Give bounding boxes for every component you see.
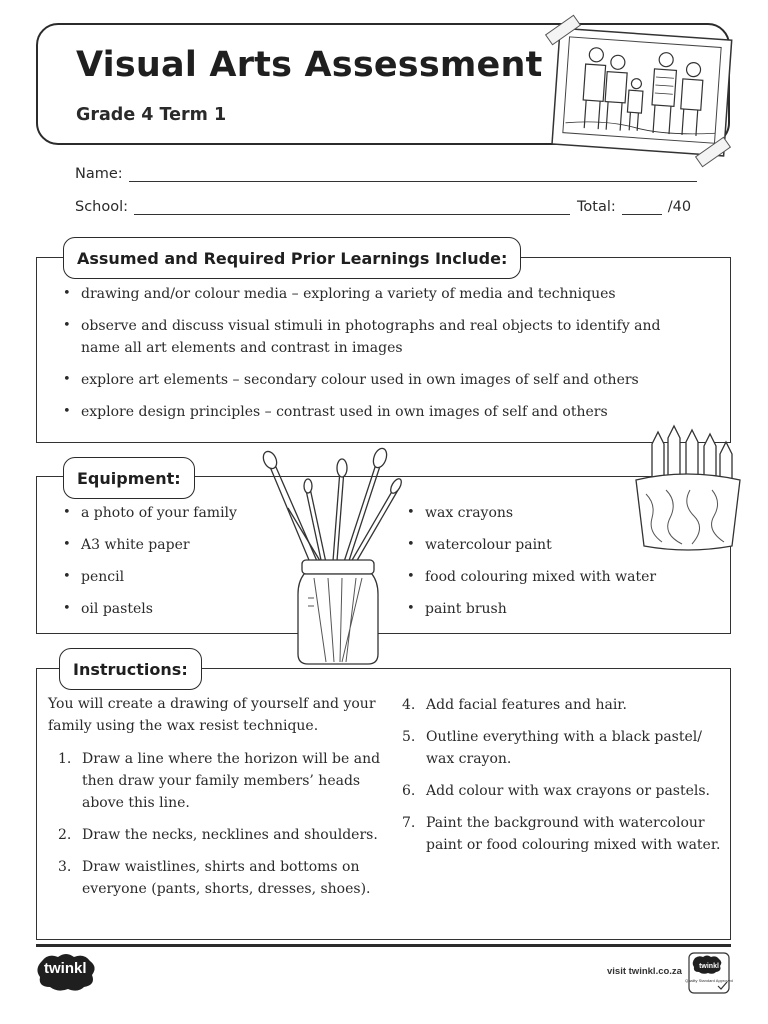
school-input-line[interactable] xyxy=(134,201,570,215)
twinkl-logo-text: twinkl xyxy=(44,960,87,977)
step-text: Draw a line where the horizon will be and then draw your family members’ heads above this line. xyxy=(82,751,381,811)
step-number: 6. xyxy=(402,783,416,799)
family-photo-illustration xyxy=(546,20,736,160)
list-item: • observe and discuss visual stimuli in photographs and real objects to identify and name all art elements and contrast in images xyxy=(63,315,703,359)
school-field-row xyxy=(75,199,691,215)
list-item: • explore design principles – contrast used in own images of self and others xyxy=(63,401,703,423)
total-label: Total: xyxy=(577,199,616,215)
prior-learnings-heading: Assumed and Required Prior Learnings Include: xyxy=(63,237,521,279)
name-label: Name: xyxy=(75,166,123,182)
brush-jar-illustration xyxy=(258,448,406,672)
list-item: • drawing and/or colour media – exploring a variety of media and techniques xyxy=(63,283,703,305)
list-item: • a photo of your family xyxy=(63,502,293,524)
list-item xyxy=(58,824,388,846)
name-input-line[interactable] xyxy=(129,168,697,182)
step-text: Add facial features and hair. xyxy=(426,697,627,713)
total-suffix: /40 xyxy=(667,199,692,215)
list-item xyxy=(58,856,388,900)
step-text: Paint the background with watercolour paint or food colouring mixed with water. xyxy=(426,815,721,853)
list-item: • A3 white paper xyxy=(63,534,293,556)
step-text: Outline everything with a black pastel/ wax crayon. xyxy=(426,729,702,767)
list-item xyxy=(402,812,724,856)
instructions-intro: You will create a drawing of yourself and your family using the wax resist technique. xyxy=(48,696,376,734)
list-item: • paint brush xyxy=(407,598,707,620)
step-text: Draw the necks, necklines and shoulders. xyxy=(82,827,378,843)
badge-label: Quality Standard Approved xyxy=(685,978,733,983)
list-item: • wax crayons xyxy=(407,502,707,524)
footer-divider xyxy=(36,944,731,947)
badge-brand: twinkl xyxy=(699,963,719,970)
step-number: 1. xyxy=(58,751,72,767)
list-item xyxy=(58,748,388,814)
list-item xyxy=(402,694,724,716)
list-item: • pencil xyxy=(63,566,293,588)
list-item: • explore art elements – secondary colour used in own images of self and others xyxy=(63,369,703,391)
name-field-row xyxy=(75,166,697,182)
step-text: Add colour with wax crayons or pastels. xyxy=(426,783,711,799)
school-label: School: xyxy=(75,199,129,215)
list-item: • watercolour paint xyxy=(407,534,707,556)
step-number: 3. xyxy=(58,859,72,875)
step-number: 2. xyxy=(58,827,72,843)
total-input-line[interactable] xyxy=(622,201,662,215)
page-title: Visual Arts Assessment xyxy=(76,45,543,85)
page-subtitle: Grade 4 Term 1 xyxy=(76,105,227,125)
list-item xyxy=(402,780,724,802)
step-number: 7. xyxy=(402,815,416,831)
visit-link[interactable]: visit twinkl.co.za xyxy=(607,966,682,977)
list-item xyxy=(402,726,724,770)
instructions-heading: Instructions: xyxy=(59,648,202,690)
list-item: • food colouring mixed with water xyxy=(407,566,707,588)
prior-learnings-list xyxy=(63,283,703,423)
step-text: Draw waistlines, shirts and bottoms on everyone (pants, shorts, dresses, shoes). xyxy=(82,859,371,897)
step-number: 5. xyxy=(402,729,416,745)
instructions-steps-right xyxy=(402,694,724,866)
crayon-cup-illustration xyxy=(632,424,744,552)
quality-badge-icon xyxy=(685,952,733,994)
instructions-steps-left xyxy=(58,748,388,910)
equipment-heading: Equipment: xyxy=(63,457,195,499)
list-item: • oil pastels xyxy=(63,598,293,620)
step-number: 4. xyxy=(402,697,416,713)
